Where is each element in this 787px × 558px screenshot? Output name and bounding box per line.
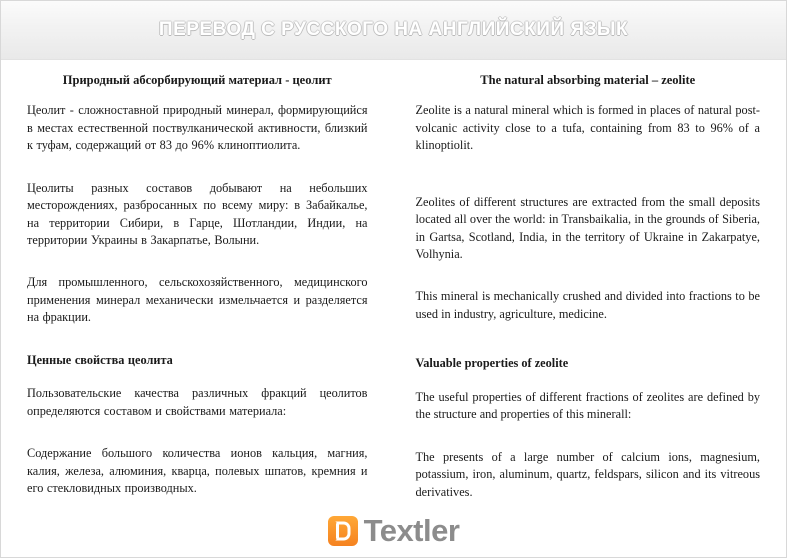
target-paragraph-1: Zeolite is a natural mineral which is formed in places of natural post-volcanic activity close to a tufa, containing from 83 to 96% of a klinoptiolit. [415, 103, 760, 153]
spacer [27, 172, 368, 180]
source-title: Природный абсорбирующий материал - цеолит [62, 73, 332, 87]
source-paragraph-4: Пользовательские качества различных фракций цеолитов определяются составом и свойствами материала: [27, 386, 368, 418]
spacer [416, 172, 761, 194]
banner-title: ПЕРЕВОД С РУССКОГО НА АНГЛИЙСКИЙ ЯЗЫК [158, 19, 629, 40]
spacer [416, 340, 761, 355]
target-paragraph-4: The useful properties of different fractions of zeolites are defined by the structure and properties of this minerall: [415, 389, 760, 422]
spacer [27, 266, 368, 274]
target-title: The natural absorbing material – zeolite [480, 73, 696, 87]
spacer [27, 437, 368, 445]
document-banner [1, 1, 786, 60]
target-subheading: Valuable properties of zeolite [415, 356, 569, 371]
target-column [394, 72, 761, 501]
textler-logo [328, 513, 460, 549]
target-paragraph-2: Zeolites of different structures are extracted from the small deposits located all over the world: in Transbaikalia, in the grounds of Siberia, in Gartsa, Scotland, India, in the territory of Ukraine in Zakarpatye, Volhynia. [415, 194, 760, 261]
source-paragraph-5: Содержание большого количества ионов кальция, магния, калия, железа, алюминия, кварца, полевых шпатов, кремния и его стекловидных производных. [27, 446, 368, 496]
source-paragraph-3: Для промышленного, сельскохозяйственного, медицинского применения минерал механически измельчается и разделяется на фракции. [27, 275, 368, 325]
document-footer [1, 513, 786, 549]
source-subheading: Ценные свойства цеолита [27, 352, 173, 367]
spacer [416, 441, 761, 449]
source-column [27, 72, 394, 501]
target-paragraph-3: This mineral is mechanically crushed and divided into fractions to be used in industry, agriculture, medicine. [415, 289, 760, 321]
source-paragraph-2: Цеолиты разных составов добывают на небольших месторождениях, разбросанных по всему миру: в Забайкалье, на территории Сибири, в Гарце, Шотландии, Индии, на территории Украины в Закарпатье, Волыни. [27, 180, 368, 247]
translation-columns [1, 60, 786, 501]
target-paragraph-5: The presents of a large number of calcium ions, magnesium, potassium, iron, aluminum, quartz, feldspars, silicon and its vitreous derivatives. [415, 449, 760, 499]
logo-text: Textler [363, 513, 460, 548]
spacer [27, 344, 368, 352]
source-paragraph-1: Цеолит - сложноставной природный минерал, формирующийся в местах естественной поствулканической активности, близкий к туфам, содержащий от 83 до 96% клиноптиолита. [27, 103, 368, 153]
spacer [416, 280, 761, 288]
textler-mark-icon [328, 516, 358, 546]
